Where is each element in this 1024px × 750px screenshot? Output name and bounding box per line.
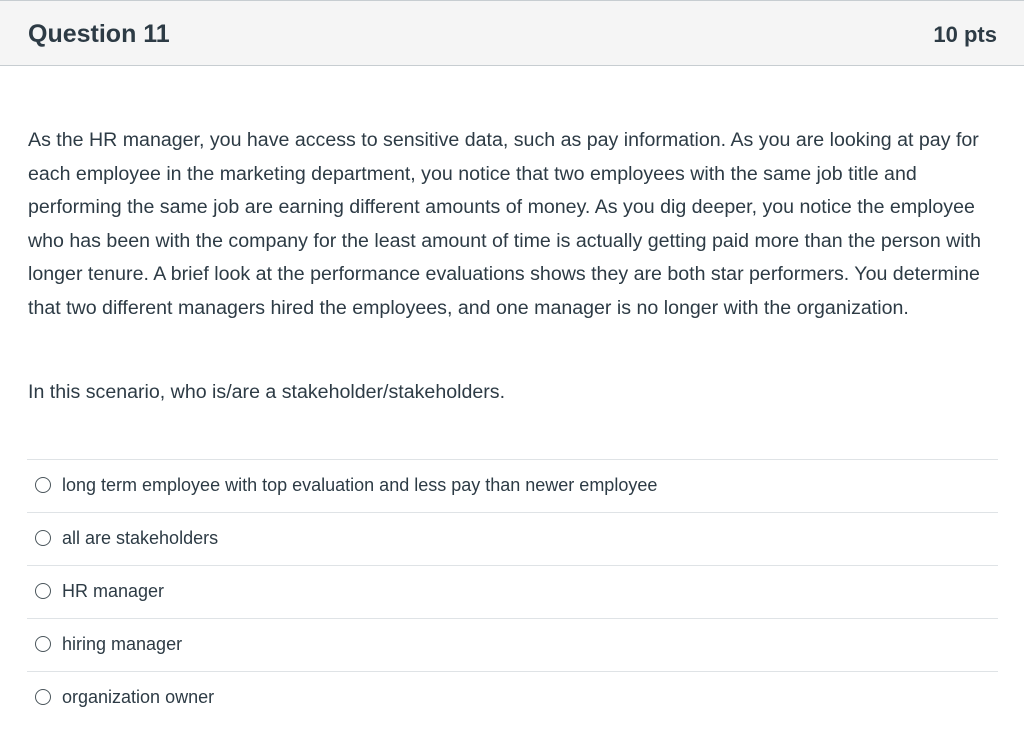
radio-button[interactable] [35, 530, 51, 546]
answer-option[interactable] [27, 565, 998, 618]
radio-button[interactable] [35, 636, 51, 652]
answer-list [27, 459, 998, 724]
question-points: 10 pts [933, 22, 997, 47]
answer-option[interactable] [27, 618, 998, 671]
question-header [0, 0, 1024, 66]
radio-button[interactable] [35, 689, 51, 705]
question-title: Question 11 [28, 20, 170, 48]
answer-option[interactable] [27, 512, 998, 565]
answer-option[interactable] [27, 459, 998, 512]
radio-button[interactable] [35, 477, 51, 493]
radio-button[interactable] [35, 583, 51, 599]
answer-label[interactable]: organization owner [62, 687, 215, 707]
question-scenario: As the HR manager, you have access to sensitive data, such as pay information. As you are looking at pay for each employee in the marketing department, you notice that two employees with the same job title and performing the same job are earning different amounts of money. As you dig deeper, you notice the employee who has been with the company for the least amount of time is actually getting paid more than the person with longer tenure. A brief look at the performance evaluations shows they are both star performers. You determine that two different managers hired the employees, and one manager is no longer with the organization. [28, 129, 982, 319]
question-prompt: In this scenario, who is/are a stakeholder/stakeholders. [28, 381, 506, 403]
answer-label[interactable]: HR manager [62, 581, 165, 601]
answer-label[interactable]: hiring manager [62, 634, 183, 654]
answer-label[interactable]: all are stakeholders [62, 528, 219, 548]
answer-label[interactable]: long term employee with top evaluation and less pay than newer employee [62, 475, 658, 495]
answer-option[interactable] [27, 671, 998, 724]
